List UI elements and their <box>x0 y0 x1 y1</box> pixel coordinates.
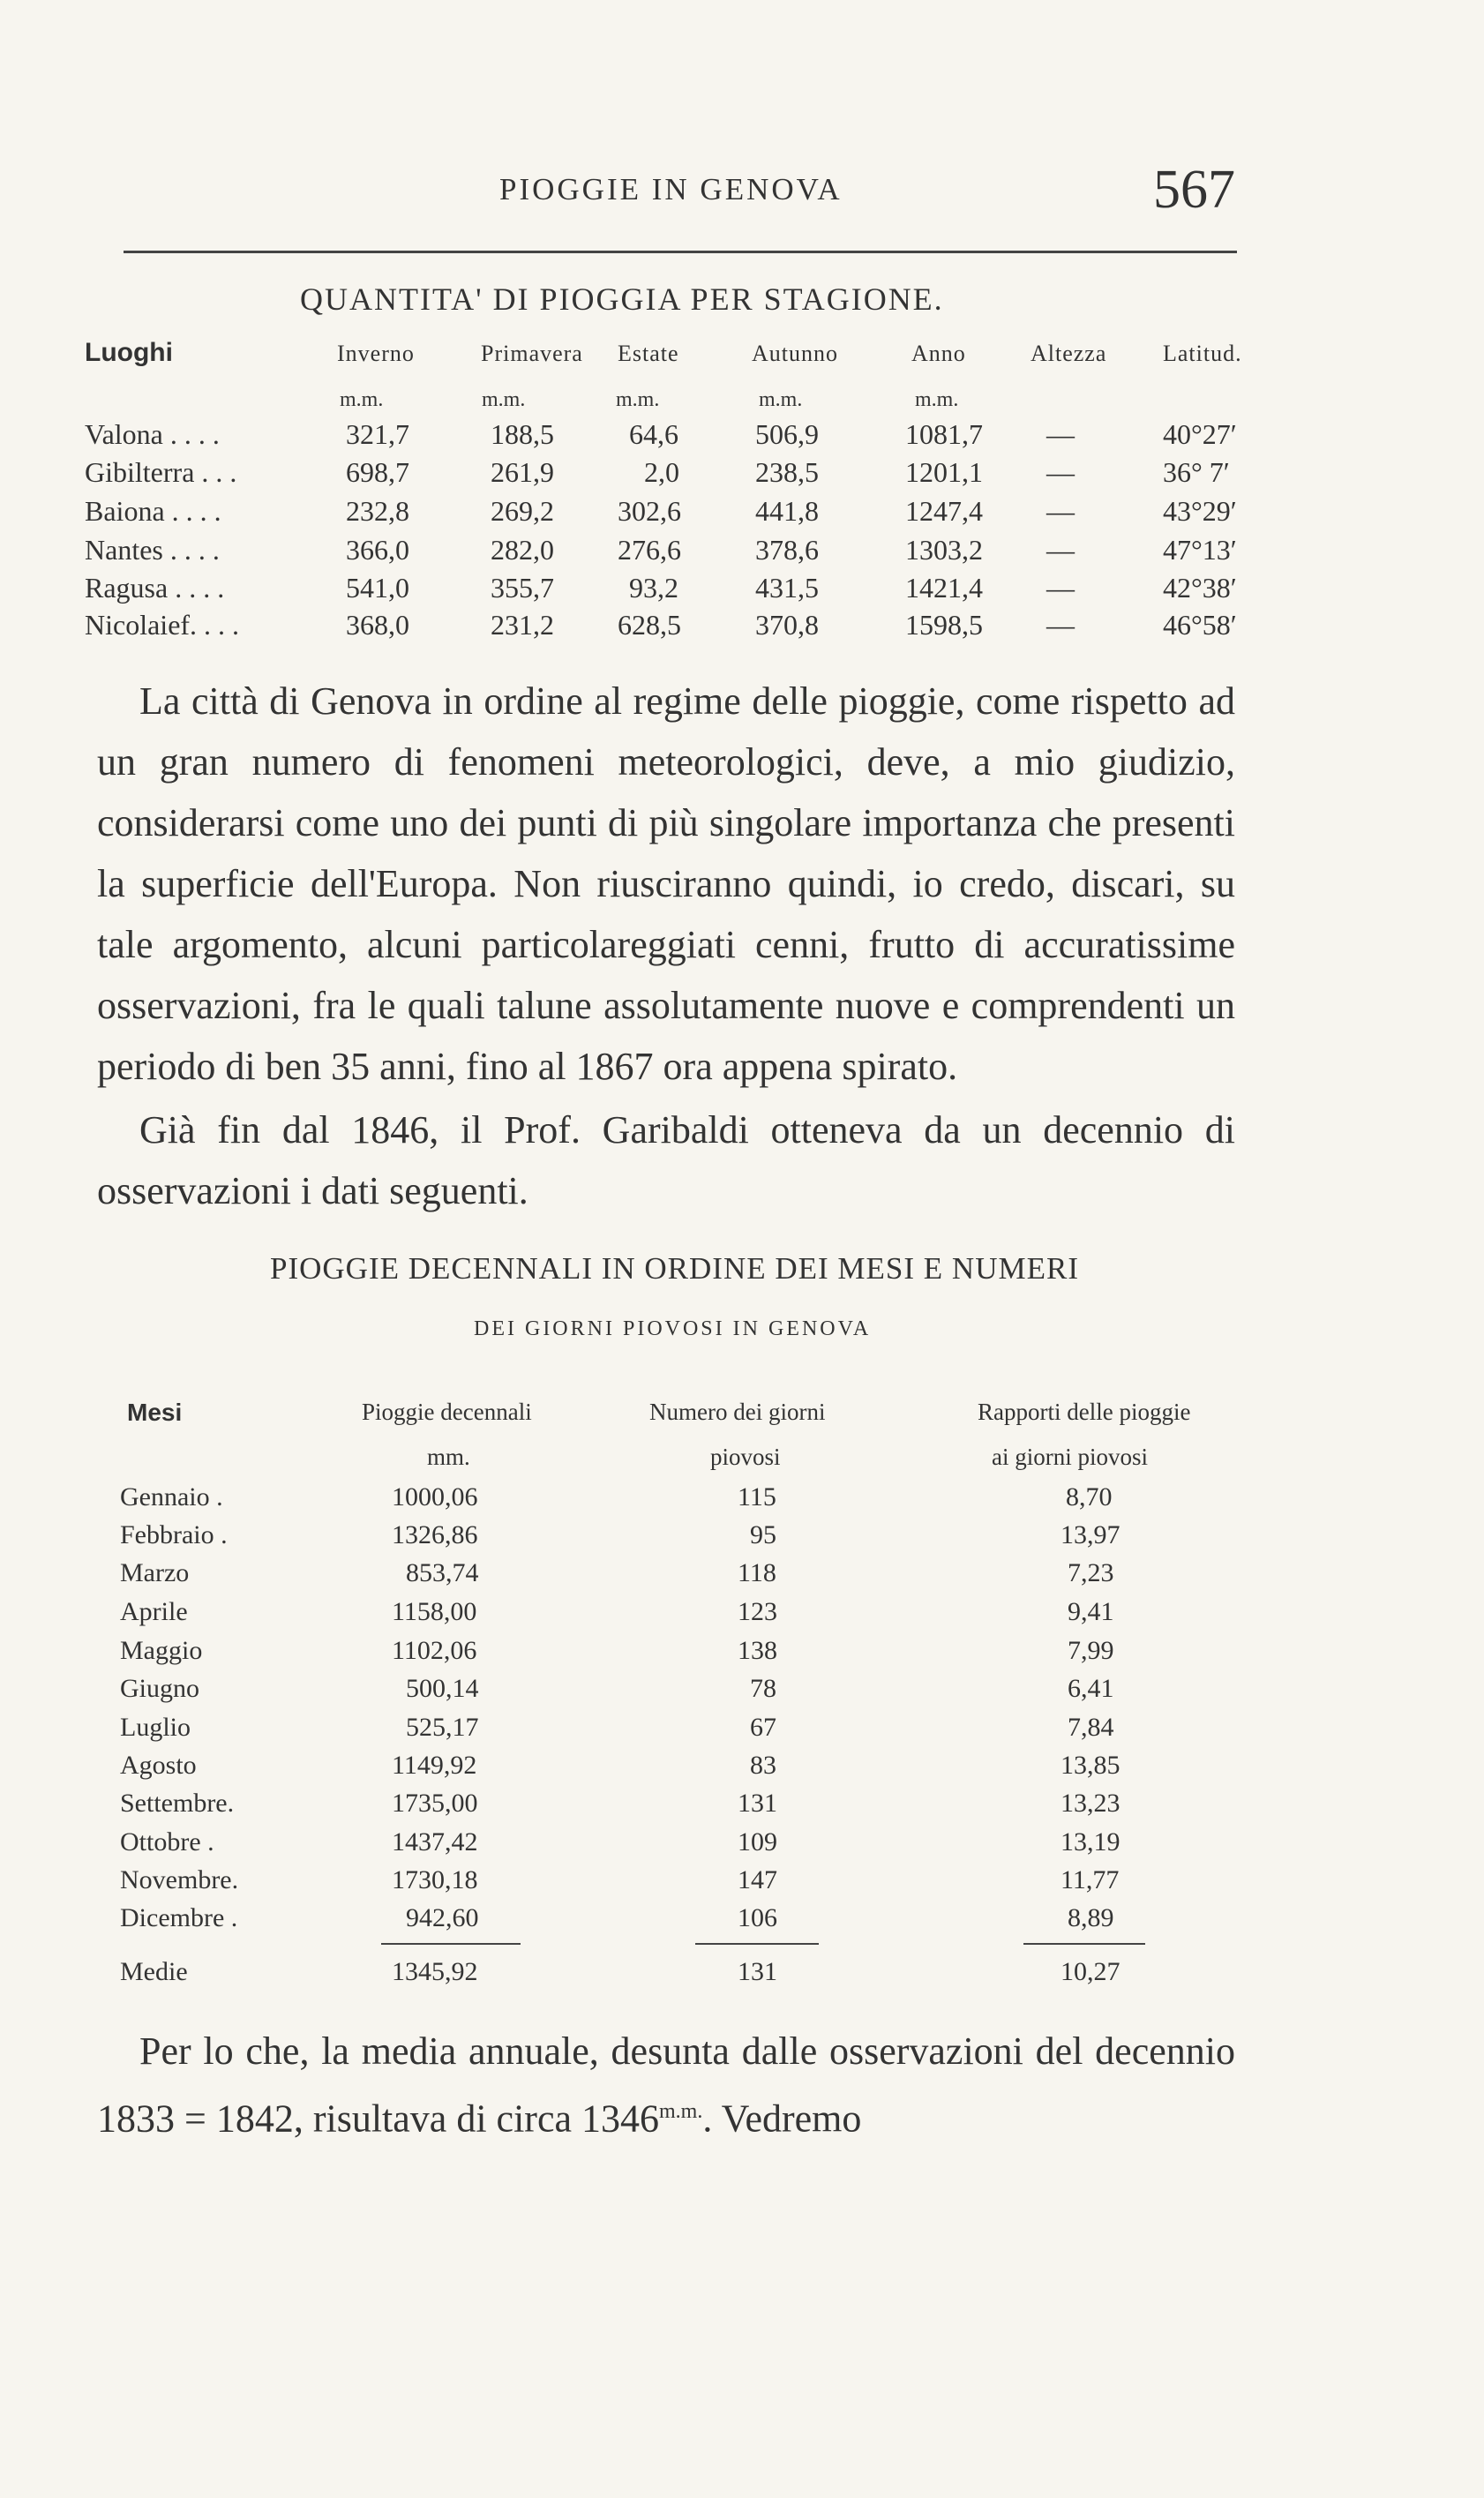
month-giorni: 106 <box>738 1903 777 1932</box>
unit-anno: m.m. <box>915 388 959 411</box>
month-name: Settembre. <box>120 1789 235 1818</box>
unit-autunno: m.m. <box>759 388 803 411</box>
month-rapporti: 8,70 <box>1066 1482 1113 1512</box>
month-rapporti: 7,23 <box>1068 1558 1114 1587</box>
row-anno: 1598,5 <box>905 609 983 641</box>
month-rapporti: 11,77 <box>1061 1865 1120 1894</box>
row-place: Nantes . . . . <box>85 534 220 566</box>
month-giorni: 131 <box>738 1789 777 1818</box>
row-place: Baiona . . . . <box>85 495 221 527</box>
body-paragraph-1: La città di Genova in ordine al regime delle pioggie, come rispetto ad un gran numero di fenomeni meteorologici, deve, a mio giudizio, considerarsi come uno dei punti di più singolare importanza che presenti la superficie dell'Europa. Non riusciranno quindi, io credo, discari, su tale argomento, alcuni particolareggiati cenni, frutto di accuratissime osservazioni, fra le quali talune assolutamente nuove e comprendenti un periodo di ben 35 anni, fino al 1867 ora appena spirato. <box>97 679 1235 1088</box>
row-anno: 1247,4 <box>905 495 983 527</box>
month-rapporti: 7,84 <box>1068 1713 1114 1742</box>
month-name: Marzo <box>120 1558 190 1587</box>
month-pioggie: 1730,18 <box>392 1865 478 1894</box>
row-place: Valona . . . . <box>85 418 220 450</box>
row-altezza: — <box>1046 609 1075 641</box>
row-autunno: 370,8 <box>755 609 819 641</box>
row-altezza: — <box>1046 572 1075 604</box>
row-altezza: — <box>1046 418 1075 450</box>
month-rapporti: 13,19 <box>1061 1827 1120 1857</box>
month-giorni: 118 <box>738 1558 776 1587</box>
unit-estate: m.m. <box>616 388 660 411</box>
col-header-latitud: Latitud. <box>1163 341 1242 366</box>
col-header-rapporti-sub: ai giorni piovosi <box>992 1444 1148 1470</box>
table2-title: PIOGGIE DECENNALI IN ORDINE DEI MESI E NUMERI <box>270 1251 1079 1286</box>
month-giorni: 67 <box>750 1713 776 1742</box>
col-header-inverno: Inverno <box>337 341 415 366</box>
unit-primavera: m.m. <box>482 388 526 411</box>
row-latitud: 40°27′ <box>1163 418 1237 450</box>
table2-subtitle: DEI GIORNI PIOVOSI IN GENOVA <box>474 1317 872 1340</box>
month-name: Giugno <box>120 1674 199 1703</box>
unit-inverno: m.m. <box>340 388 384 411</box>
row-primavera: 269,2 <box>491 495 554 527</box>
month-pioggie: 1735,00 <box>392 1789 478 1818</box>
month-pioggie: 1437,42 <box>392 1827 478 1857</box>
row-estate: 276,6 <box>618 534 681 566</box>
col-header-estate: Estate <box>618 341 679 366</box>
row-primavera: 261,9 <box>491 456 554 488</box>
row-estate: 302,6 <box>618 495 681 527</box>
month-pioggie: 1158,00 <box>392 1597 477 1626</box>
month-pioggie: 1102,06 <box>392 1636 477 1665</box>
medie-giorni: 131 <box>738 1957 777 1986</box>
row-place: Gibilterra . . . <box>85 456 237 488</box>
col-header-luoghi: Luoghi <box>85 338 173 367</box>
month-name: Dicembre . <box>120 1903 238 1932</box>
sum-rule-pioggie <box>381 1943 521 1945</box>
month-name: Aprile <box>120 1597 188 1626</box>
month-pioggie: 1149,92 <box>392 1751 477 1780</box>
row-latitud: 47°13′ <box>1163 534 1237 566</box>
col-header-pioggie-unit: mm. <box>427 1444 470 1470</box>
table1-title: QUANTITA' DI PIOGGIA PER STAGIONE. <box>300 281 944 317</box>
paragraph3-text: Per lo che, la media annuale, desunta dalle osservazioni del decennio 1833 = 1842, risultava di circa 1346 <box>97 2029 1235 2141</box>
row-altezza: — <box>1046 495 1075 527</box>
month-rapporti: 6,41 <box>1068 1674 1114 1703</box>
row-inverno: 368,0 <box>346 609 409 641</box>
row-autunno: 431,5 <box>755 572 819 604</box>
row-latitud: 46°58′ <box>1163 609 1237 641</box>
month-rapporti: 13,97 <box>1061 1520 1120 1549</box>
medie-rapporti: 10,27 <box>1061 1957 1120 1986</box>
col-header-autunno: Autunno <box>752 341 838 366</box>
row-latitud: 42°38′ <box>1163 572 1237 604</box>
month-name: Agosto <box>120 1751 197 1780</box>
row-altezza: — <box>1046 456 1075 488</box>
month-rapporti: 7,99 <box>1068 1636 1114 1665</box>
month-rapporti: 13,85 <box>1061 1751 1120 1780</box>
row-anno: 1201,1 <box>905 456 983 488</box>
row-latitud: 43°29′ <box>1163 495 1237 527</box>
paragraph3-tail: . Vedremo <box>702 2097 862 2141</box>
row-place: Nicolaief. . . . <box>85 609 240 641</box>
row-primavera: 282,0 <box>491 534 554 566</box>
month-giorni: 138 <box>738 1636 777 1665</box>
month-giorni: 115 <box>738 1482 776 1512</box>
row-estate: 2,0 <box>644 456 679 488</box>
month-rapporti: 8,89 <box>1068 1903 1114 1932</box>
row-inverno: 541,0 <box>346 572 409 604</box>
col-header-primavera: Primavera <box>481 341 583 366</box>
month-name: Ottobre . <box>120 1827 214 1857</box>
medie-pioggie: 1345,92 <box>392 1957 478 1986</box>
row-autunno: 238,5 <box>755 456 819 488</box>
row-inverno: 366,0 <box>346 534 409 566</box>
body-paragraph-3 <box>97 2021 1235 2149</box>
month-giorni: 109 <box>738 1827 777 1857</box>
month-pioggie: 1326,86 <box>392 1520 478 1549</box>
row-primavera: 188,5 <box>491 418 554 450</box>
row-autunno: 441,8 <box>755 495 819 527</box>
row-inverno: 321,7 <box>346 418 409 450</box>
month-giorni: 123 <box>738 1597 777 1626</box>
row-estate: 628,5 <box>618 609 681 641</box>
col-header-pioggie: Pioggie decennali <box>362 1399 532 1425</box>
month-pioggie: 942,60 <box>406 1903 479 1932</box>
row-autunno: 378,6 <box>755 534 819 566</box>
col-header-giorni: Numero dei giorni <box>649 1399 826 1425</box>
month-pioggie: 500,14 <box>406 1674 479 1703</box>
col-header-rapporti: Rapporti delle pioggie <box>978 1399 1191 1425</box>
header-rule <box>124 251 1237 253</box>
row-anno: 1081,7 <box>905 418 983 450</box>
row-primavera: 355,7 <box>491 572 554 604</box>
col-header-anno: Anno <box>911 341 966 366</box>
sum-rule-giorni <box>695 1943 819 1945</box>
page-number: 567 <box>1153 160 1235 220</box>
row-altezza: — <box>1046 534 1075 566</box>
month-name: Maggio <box>120 1636 203 1665</box>
col-header-altezza: Altezza <box>1031 341 1107 366</box>
month-name: Novembre. <box>120 1865 239 1894</box>
body-paragraph-2: Già fin dal 1846, il Prof. Garibaldi otteneva da un decennio di osservazioni i dati seguenti. <box>97 1108 1235 1212</box>
month-rapporti: 9,41 <box>1068 1597 1114 1626</box>
month-giorni: 83 <box>750 1751 776 1780</box>
row-anno: 1421,4 <box>905 572 983 604</box>
row-place: Ragusa . . . . <box>85 572 225 604</box>
paragraph3-superscript: m.m. <box>659 2100 703 2123</box>
row-estate: 64,6 <box>629 418 678 450</box>
sum-rule-rapporti <box>1023 1943 1145 1945</box>
row-latitud: 36° 7′ <box>1163 456 1230 488</box>
month-name: Luglio <box>120 1713 191 1742</box>
month-giorni: 95 <box>750 1520 776 1549</box>
month-pioggie: 853,74 <box>406 1558 479 1587</box>
row-inverno: 232,8 <box>346 495 409 527</box>
row-estate: 93,2 <box>629 572 678 604</box>
month-rapporti: 13,23 <box>1061 1789 1120 1818</box>
month-name: Gennaio . <box>120 1482 223 1512</box>
month-name: Febbraio . <box>120 1520 228 1549</box>
row-autunno: 506,9 <box>755 418 819 450</box>
col-header-mesi: Mesi <box>127 1399 183 1426</box>
month-giorni: 147 <box>738 1865 777 1894</box>
col-header-giorni-sub: piovosi <box>710 1444 781 1470</box>
month-pioggie: 525,17 <box>406 1713 479 1742</box>
running-header: PIOGGIE IN GENOVA <box>499 172 843 206</box>
row-inverno: 698,7 <box>346 456 409 488</box>
row-anno: 1303,2 <box>905 534 983 566</box>
month-giorni: 78 <box>750 1674 776 1703</box>
month-pioggie: 1000,06 <box>392 1482 478 1512</box>
medie-label: Medie <box>120 1957 188 1986</box>
row-primavera: 231,2 <box>491 609 554 641</box>
